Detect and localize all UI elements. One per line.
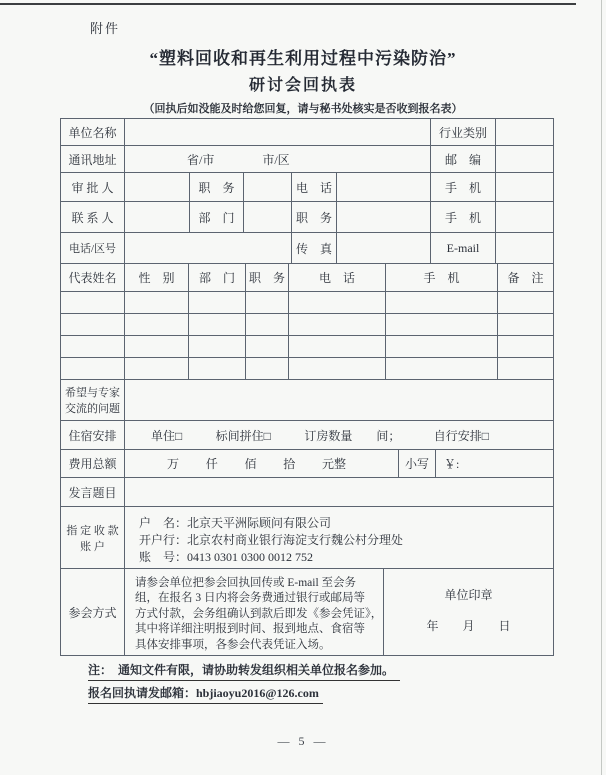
rep-cell	[125, 314, 189, 336]
rep-cell	[246, 336, 289, 358]
rep-cell	[61, 292, 125, 314]
hope-label-line1: 希望与专家	[65, 387, 120, 399]
contact-name-value	[125, 202, 190, 233]
account-label	[61, 507, 125, 569]
rep-row-empty	[61, 358, 554, 380]
rep-cell	[125, 336, 189, 358]
reps-header-gender: 性 别	[125, 264, 189, 292]
document-title-line2: 研讨会回执表	[248, 77, 357, 94]
contact-title-label: 职 务	[292, 202, 337, 233]
attend-label: 参会方式	[61, 569, 125, 656]
seal-area	[384, 569, 554, 656]
hope-label	[61, 380, 125, 421]
speech-value	[125, 478, 554, 507]
rep-cell	[498, 358, 554, 380]
rep-cell	[498, 314, 554, 336]
email-label: E-mail	[431, 233, 496, 264]
industry-label: 行业类别	[431, 119, 496, 146]
date-label: 年 月 日	[426, 619, 511, 633]
approver-title-value	[244, 173, 292, 202]
rep-cell	[289, 358, 386, 380]
reps-header-name: 代表姓名	[61, 264, 125, 292]
approver-mobile-label: 手 机	[431, 173, 496, 202]
account-holder: 户 名：北京天平洲际顾问有限公司	[139, 516, 332, 530]
lodging-option-self: 自行安排□	[433, 428, 489, 443]
address-label: 通讯地址	[61, 146, 125, 173]
rep-cell	[386, 336, 498, 358]
reps-header-phone: 电 话	[289, 264, 386, 292]
scan-edge-top	[0, 3, 576, 5]
unit-name-value	[125, 119, 431, 146]
reps-header-dept: 部 门	[189, 264, 246, 292]
fee-amount-words	[125, 450, 399, 478]
phone-area-value	[125, 233, 292, 264]
hope-value	[125, 380, 554, 421]
attend-line: 其中将详细注明报到时间、报到地点、食宿等	[135, 623, 365, 636]
footer-email-note: 报名回执请发邮箱：hbjiaoyu2016@126.com	[88, 684, 323, 704]
rep-cell	[498, 336, 554, 358]
page-number: — 5 —	[277, 734, 329, 748]
fax-value	[337, 233, 431, 264]
lodging-options	[125, 421, 554, 450]
contact-dept-value	[244, 202, 292, 233]
rep-cell	[61, 336, 125, 358]
attend-line: 具体安排事项，各参会代表凭证入场。	[135, 638, 331, 651]
footer-note: 注： 通知文件有限，请协助转发组织相关单位报名参加。	[88, 661, 400, 681]
rep-cell	[189, 292, 246, 314]
attachment-label: 附件	[90, 21, 121, 36]
fee-label: 费用总额	[61, 450, 125, 478]
approver-phone-label: 电 话	[292, 173, 337, 202]
lodging-option-room-count: 订房数量 间；	[304, 428, 401, 443]
reps-header-remark: 备 注	[498, 264, 554, 292]
row-unit-name	[61, 119, 554, 146]
attend-instructions	[125, 569, 384, 656]
attend-line: 方式付款，会务组确认到款后即发《参会凭证》，	[135, 607, 383, 620]
approver-name-value	[125, 173, 190, 202]
fee-unit-shi: 拾	[283, 457, 296, 471]
rep-cell	[246, 292, 289, 314]
scan-edge-right	[601, 0, 602, 775]
rep-cell	[289, 292, 386, 314]
rep-cell	[498, 292, 554, 314]
rep-row-empty	[61, 336, 554, 358]
rep-cell	[246, 358, 289, 380]
account-bank: 开户行：北京农村商业银行海淀支行魏公村分理处	[139, 533, 404, 547]
account-info	[125, 507, 554, 569]
row-speech	[61, 478, 554, 507]
rep-cell	[189, 314, 246, 336]
contact-dept-label: 部 门	[190, 202, 244, 233]
contact-mobile-value	[496, 202, 554, 233]
address-value	[125, 146, 431, 173]
fax-label: 传 真	[292, 233, 337, 264]
subtitle-note: （回执后如没能及时给您回复，请与秘书处核实是否收到报名表）	[143, 103, 463, 115]
attend-line: 组，在报名 3 日内将会务费通过银行或邮局等	[135, 592, 365, 605]
row-hope	[61, 380, 554, 421]
fee-unit-qian: 仟	[205, 457, 218, 471]
hope-label-line2: 交流的问题	[65, 403, 120, 415]
phone-area-label: 电话/区号	[61, 233, 125, 264]
lodging-label: 住宿安排	[61, 421, 125, 450]
fee-small-label: 小写	[399, 450, 436, 478]
rep-cell	[246, 314, 289, 336]
approver-title-label: 职 务	[190, 173, 244, 202]
reply-form-table	[60, 118, 554, 656]
industry-value	[496, 119, 554, 146]
rep-cell	[189, 336, 246, 358]
row-account	[61, 507, 554, 569]
row-address	[61, 146, 554, 173]
rep-cell	[125, 292, 189, 314]
account-number: 账 号：0413 0301 0300 0012 752	[139, 550, 314, 564]
lodging-option-shared: 标间拼住□	[215, 428, 271, 443]
province-label: 省/市	[187, 152, 215, 167]
account-label-line2: 账 户	[80, 540, 105, 553]
reps-header-mobile: 手 机	[386, 264, 498, 292]
attend-line: 请参会单位把参会回执回传或 E-mail 至会务	[135, 576, 357, 589]
unit-seal-label: 单位印章	[444, 588, 493, 602]
fee-currency-value: ￥:	[436, 450, 554, 478]
row-lodging	[61, 421, 554, 450]
rep-row-empty	[61, 314, 554, 336]
approver-phone-value	[337, 173, 431, 202]
district-label: 市/区	[262, 152, 290, 167]
rep-cell	[386, 292, 498, 314]
contact-mobile-label: 手 机	[431, 202, 496, 233]
fee-unit-bai: 佰	[244, 457, 257, 471]
reps-header-title: 职 务	[246, 264, 289, 292]
postcode-value	[496, 146, 554, 173]
speech-label: 发言题目	[61, 478, 125, 507]
rep-cell	[386, 358, 498, 380]
contact-title-value	[337, 202, 431, 233]
fee-unit-yuan: 元整	[321, 457, 346, 471]
rep-row-empty	[61, 292, 554, 314]
lodging-option-single: 单住□	[151, 428, 183, 443]
rep-cell	[61, 358, 125, 380]
row-approver	[61, 173, 554, 202]
rep-cell	[289, 336, 386, 358]
contact-label: 联 系 人	[61, 202, 125, 233]
rep-cell	[125, 358, 189, 380]
approver-label: 审 批 人	[61, 173, 125, 202]
row-reps-header	[61, 264, 554, 292]
rep-cell	[386, 314, 498, 336]
row-contact	[61, 202, 554, 233]
row-fee	[61, 450, 554, 478]
approver-mobile-value	[496, 173, 554, 202]
row-attend	[61, 569, 554, 656]
postcode-label: 邮 编	[431, 146, 496, 173]
rep-cell	[289, 314, 386, 336]
rep-cell	[61, 314, 125, 336]
rep-cell	[189, 358, 246, 380]
email-value	[496, 233, 554, 264]
account-label-line1: 指 定 收 款	[66, 524, 119, 537]
document-title-line1: “塑料回收和再生利用过程中污染防治”	[149, 49, 457, 68]
fee-unit-wan: 万	[167, 457, 180, 471]
row-phone-fax-email	[61, 233, 554, 264]
unit-name-label: 单位名称	[61, 119, 125, 146]
